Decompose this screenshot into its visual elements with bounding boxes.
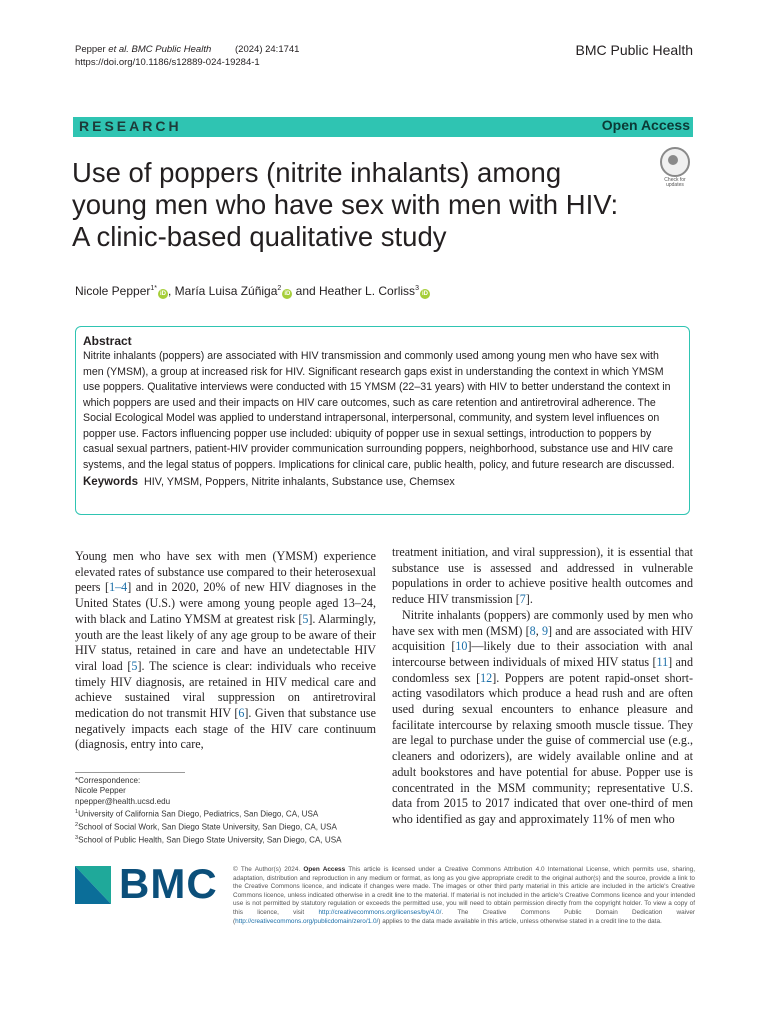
abstract-heading: Abstract [83, 334, 132, 348]
body-column-left [75, 549, 376, 753]
author-separator: , [168, 284, 175, 298]
citation-link[interactable]: 1–4 [109, 580, 128, 595]
affiliation-3: $^3$School of Public Health, San Diego State University, San Diego, CA, USA [75, 835, 342, 846]
bmc-logo-text: BMC [119, 860, 218, 907]
citation-link[interactable]: 11 [656, 654, 669, 669]
check-updates-icon [660, 147, 690, 177]
footnotes [75, 776, 375, 847]
license-link[interactable]: http://creativecommons.org/licenses/by/4.0/ [318, 908, 442, 916]
author-name[interactable]: Heather L. Corliss [319, 284, 416, 298]
body-column-right [392, 545, 693, 828]
author-name[interactable]: Nicole Pepper [75, 284, 151, 298]
citation-link[interactable]: 7 [519, 592, 526, 607]
body-paragraph: Nitrite inhalants (poppers) are commonly used by men who have sex with men (MSM) [8, 9] and are associated with HIV acquisition [10]—likely due to their association with anal intercourse between individuals of mixed HIV status [11] and condomless sex [12]. Poppers are potent rapid-onset short-acting vasodilators which produce a head rush and are often used during sexual encounters to enhance pleasure and facilitate intercourse by relaxing smooth muscle tissue. They are legal to purchase under the guise of commercial use (e.g., cleaners and odorizers), are widely available online and at adult bookstores and have potential for abuse. Popper use is concentrated in the MSM community; representative U.S. data from 2015 to 2017 indicated that over one-third of men who identified as gay and approximately 11% of men who [392, 607, 694, 826]
keywords-list: HIV, YMSM, Poppers, Nitrite inhalants, Substance use, Chemsex [143, 476, 455, 488]
open-access-label: Open Access [601, 117, 690, 133]
body-paragraph: treatment initiation, and viral suppression), it is essential that substance use is assessed and addressed in vulnerable populations in order to achieve positive health outcomes and reduce HIV transmission [7]. [392, 545, 693, 607]
footnote-divider [75, 772, 185, 773]
author-list [75, 284, 430, 299]
keywords-label: Keywords [83, 476, 138, 488]
journal-name: BMC Public Health [575, 42, 693, 58]
section-label: RESEARCH [79, 118, 182, 134]
license-open-access: Open Access [303, 866, 346, 873]
citation-year-volume: (2024) 24:1741 [235, 44, 300, 55]
correspondence-email[interactable]: npepper@health.ucsd.edu [75, 796, 171, 806]
license-statement: © The Author(s) 2024. Open Access This article is licensed under a Creative Commons Attribution 4.0 International License, which permits use, sharing, adaptation, distribution and reproduction in any medium or format, as long as you give appropriate credit to the original author(s) and the source, provide a link to the Creative Commons licence, and indicate if changes were made. The images or other third party material in this article are included in the article's Creative Commons licence, unless indicated otherwise in a credit line to the material. If material is not included in the article's Creative Commons licence and your intended use is not permitted by statutory regulation or exceeds the permitted use, you will need to obtain permission directly from the copyright holder. To view a copy of this licence, visit http://creativecommons.org/licenses/by/4.0/. The Creative Commons Public Domain Dedication waiver (http://creativecommons.org/publicdomain/zero/1.0/) applies to the data made available in this article, unless otherwise stated in a credit line to the data. [233, 866, 696, 925]
keywords-line [83, 474, 681, 490]
citation-link[interactable]: 9 [541, 623, 548, 638]
citation-author: Pepper [75, 44, 106, 55]
orcid-icon[interactable]: iD [421, 291, 428, 297]
orcid-icon[interactable]: iD [160, 291, 166, 297]
author-separator: and [292, 284, 320, 298]
citation-journal: et al. BMC Public Health [108, 44, 212, 55]
article-title: Use of poppers (nitrite inhalants) among young men who have sex with men with HIV: A clinic-based qualitative study [72, 157, 619, 252]
abstract-box [75, 326, 690, 515]
correspondence-label: *Correspondence: [75, 776, 141, 785]
abstract-text: Nitrite inhalants (poppers) are associated with HIV transmission and commonly used among young men who have sex with men (YMSM), a group at increased risk for HIV. Significant research gaps exist in understanding the context in which YMSM use poppers. Qualitative interviews were conducted with 15 YMSM (22–31 years) with HIV to better understand the context in which poppers are used and their impacts on HIV care outcomes, such as care retention and antiretroviral adherence. The Social Ecological Model was applied to understand intrapersonal, interpersonal, community, and system level influences on popper use. Factors influencing popper use included: ubiquity of popper use in sexual settings, introduction to poppers by casual sexual partners, patient-HIV provider communication surrounding poppers, neighborhood, substance use and HIV care systems, and the legal status of poppers. Implications for clinical care, public health, policy, and future research are discussed. [83, 350, 675, 471]
orcid-icon[interactable]: iD [284, 291, 291, 297]
body-paragraph: Young men who have sex with men (YMSM) experience elevated rates of substance use compared to their heterosexual peers [1–4] and in 2020, 20% of new HIV diagnoses in the United States (U.S.) were among young people aged 13–24, with black and Latino YMSM at greatest risk [5]. Alarmingly, youth are the least likely of any age group to be aware of their HIV status, retained in care and have an undetectable HIV viral load [5]. The science is clear: individuals who receive timely HIV diagnosis, are retained in HIV medical care and achieve sustained viral suppression on antiretroviral medication do not transmit HIV [6]. Given that substance use negatively impacts each stage of the HIV care continuum (diagnosis, entry into care, [75, 549, 376, 752]
author-name[interactable]: María Luisa Zúñiga [174, 284, 278, 298]
affiliation-2: $^2$School of Social Work, San Diego State University, San Diego, CA, USA [75, 822, 337, 832]
author-affiliation-mark: 2 [277, 285, 282, 292]
author-affiliation-mark: 3 [415, 285, 419, 292]
citation-link[interactable]: 12 [480, 670, 493, 685]
citation-link[interactable]: 5 [302, 611, 309, 626]
citation-link[interactable]: 5 [131, 658, 138, 673]
citation-link[interactable]: 8 [529, 623, 536, 638]
public-domain-link[interactable]: http://creativecommons.org/publicdomain/zero/1.0/ [235, 917, 379, 925]
citation-header [75, 43, 299, 69]
doi-link[interactable]: https://doi.org/10.1186/s12889-024-19284-1 [75, 57, 260, 68]
citation-link[interactable]: 10 [455, 639, 468, 654]
bmc-logo [75, 860, 218, 907]
check-for-updates-button[interactable] [657, 147, 693, 188]
correspondence-name: Nicole Pepper [75, 786, 126, 796]
section-band [73, 117, 693, 137]
citation-link[interactable]: 6 [238, 706, 245, 721]
check-updates-label: Check for updates [664, 177, 686, 188]
author-affiliation-mark: 1* [150, 285, 157, 292]
affiliation-1: $^1$University of California San Diego, Pediatrics, San Diego, CA, USA [75, 809, 319, 819]
